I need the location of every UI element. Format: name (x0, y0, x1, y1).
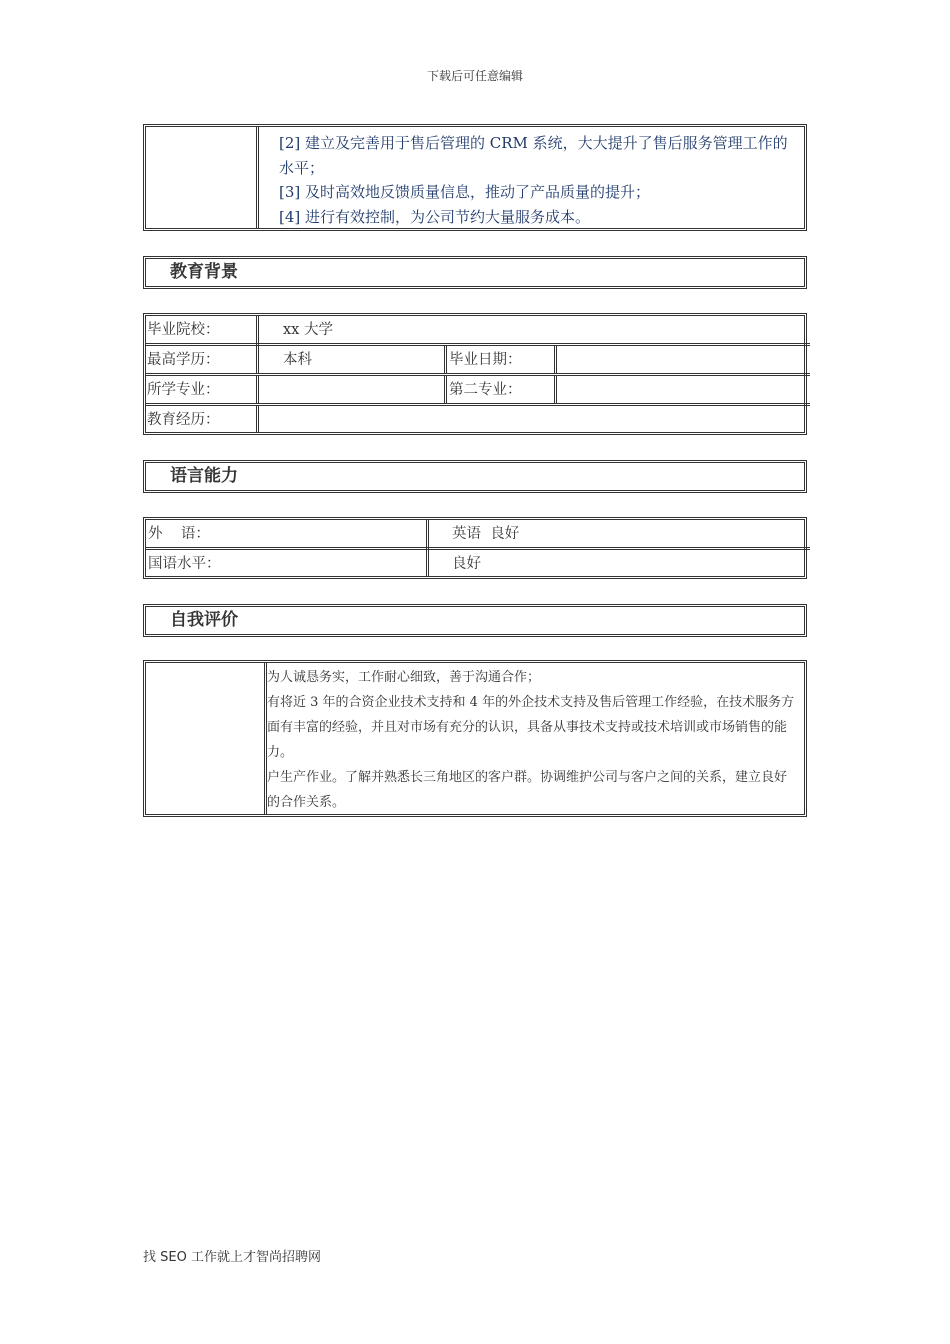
degree-value: 本科 (256, 346, 444, 374)
language-table (143, 517, 807, 579)
second-major-value (554, 376, 810, 404)
education-table (143, 313, 807, 435)
degree-label: 最高学历： (147, 352, 220, 368)
foreign-language-label: 外 语： (148, 526, 210, 542)
table-row (146, 373, 810, 404)
history-value (256, 406, 810, 432)
table-row (146, 316, 810, 346)
table-row (146, 403, 810, 432)
second-major-label: 第二专业： (444, 376, 554, 404)
major-value (256, 376, 444, 404)
school-label: 毕业院校： (147, 322, 220, 338)
mandarin-value: 良好 (426, 550, 810, 576)
table-row (146, 520, 810, 549)
self-evaluation-line: 户生产作业。了解并熟悉长三角地区的客户群。协调维护公司与客户之间的关系，建立良好的合作关系。 (267, 770, 788, 810)
school-value: xx 大学 (256, 316, 810, 346)
grad-date-value (554, 346, 810, 374)
achievements-label-cell (146, 127, 259, 228)
major-label: 所学专业： (147, 382, 220, 398)
self-evaluation-table (143, 660, 807, 817)
self-evaluation-label-cell (146, 663, 267, 814)
achievement-item: [3] 及时高效地反馈质量信息，推动了产品质量的提升； (279, 183, 651, 201)
footer-link-text[interactable]: 找 SEO 工作就上才智尚招聘网 (143, 1250, 321, 1265)
mandarin-label: 国语水平： (148, 556, 221, 572)
history-label: 教育经历： (147, 412, 220, 428)
self-evaluation-text (267, 665, 798, 815)
achievements-list (279, 131, 798, 229)
section-title-education: 教育背景 (143, 256, 807, 289)
achievement-item: [2] 建立及完善用于售后管理的 CRM 系统，大大提升了售后服务管理工作的水平； (279, 134, 788, 177)
table-row (146, 547, 810, 576)
foreign-language-value: 英语 良好 (426, 520, 810, 549)
self-evaluation-line: 为人诚恳务实，工作耐心细致，善于沟通合作； (267, 670, 541, 685)
section-title-language: 语言能力 (143, 460, 807, 493)
section-title-self-evaluation: 自我评价 (143, 604, 807, 637)
table-row (146, 343, 810, 374)
achievement-item: [4] 进行有效控制，为公司节约大量服务成本。 (279, 207, 591, 226)
achievements-block (143, 124, 807, 231)
self-evaluation-line: 有将近 3 年的合资企业技术支持和 4 年的外企技术支持及售后管理工作经验，在技术服务方面有丰富的经验，并且对市场有充分的认识，具备从事技术支持或技术培训或市场销售的能力。 (267, 695, 795, 760)
header-note: 下载后可任意编辑 (426, 69, 523, 83)
grad-date-label: 毕业日期： (444, 346, 554, 374)
